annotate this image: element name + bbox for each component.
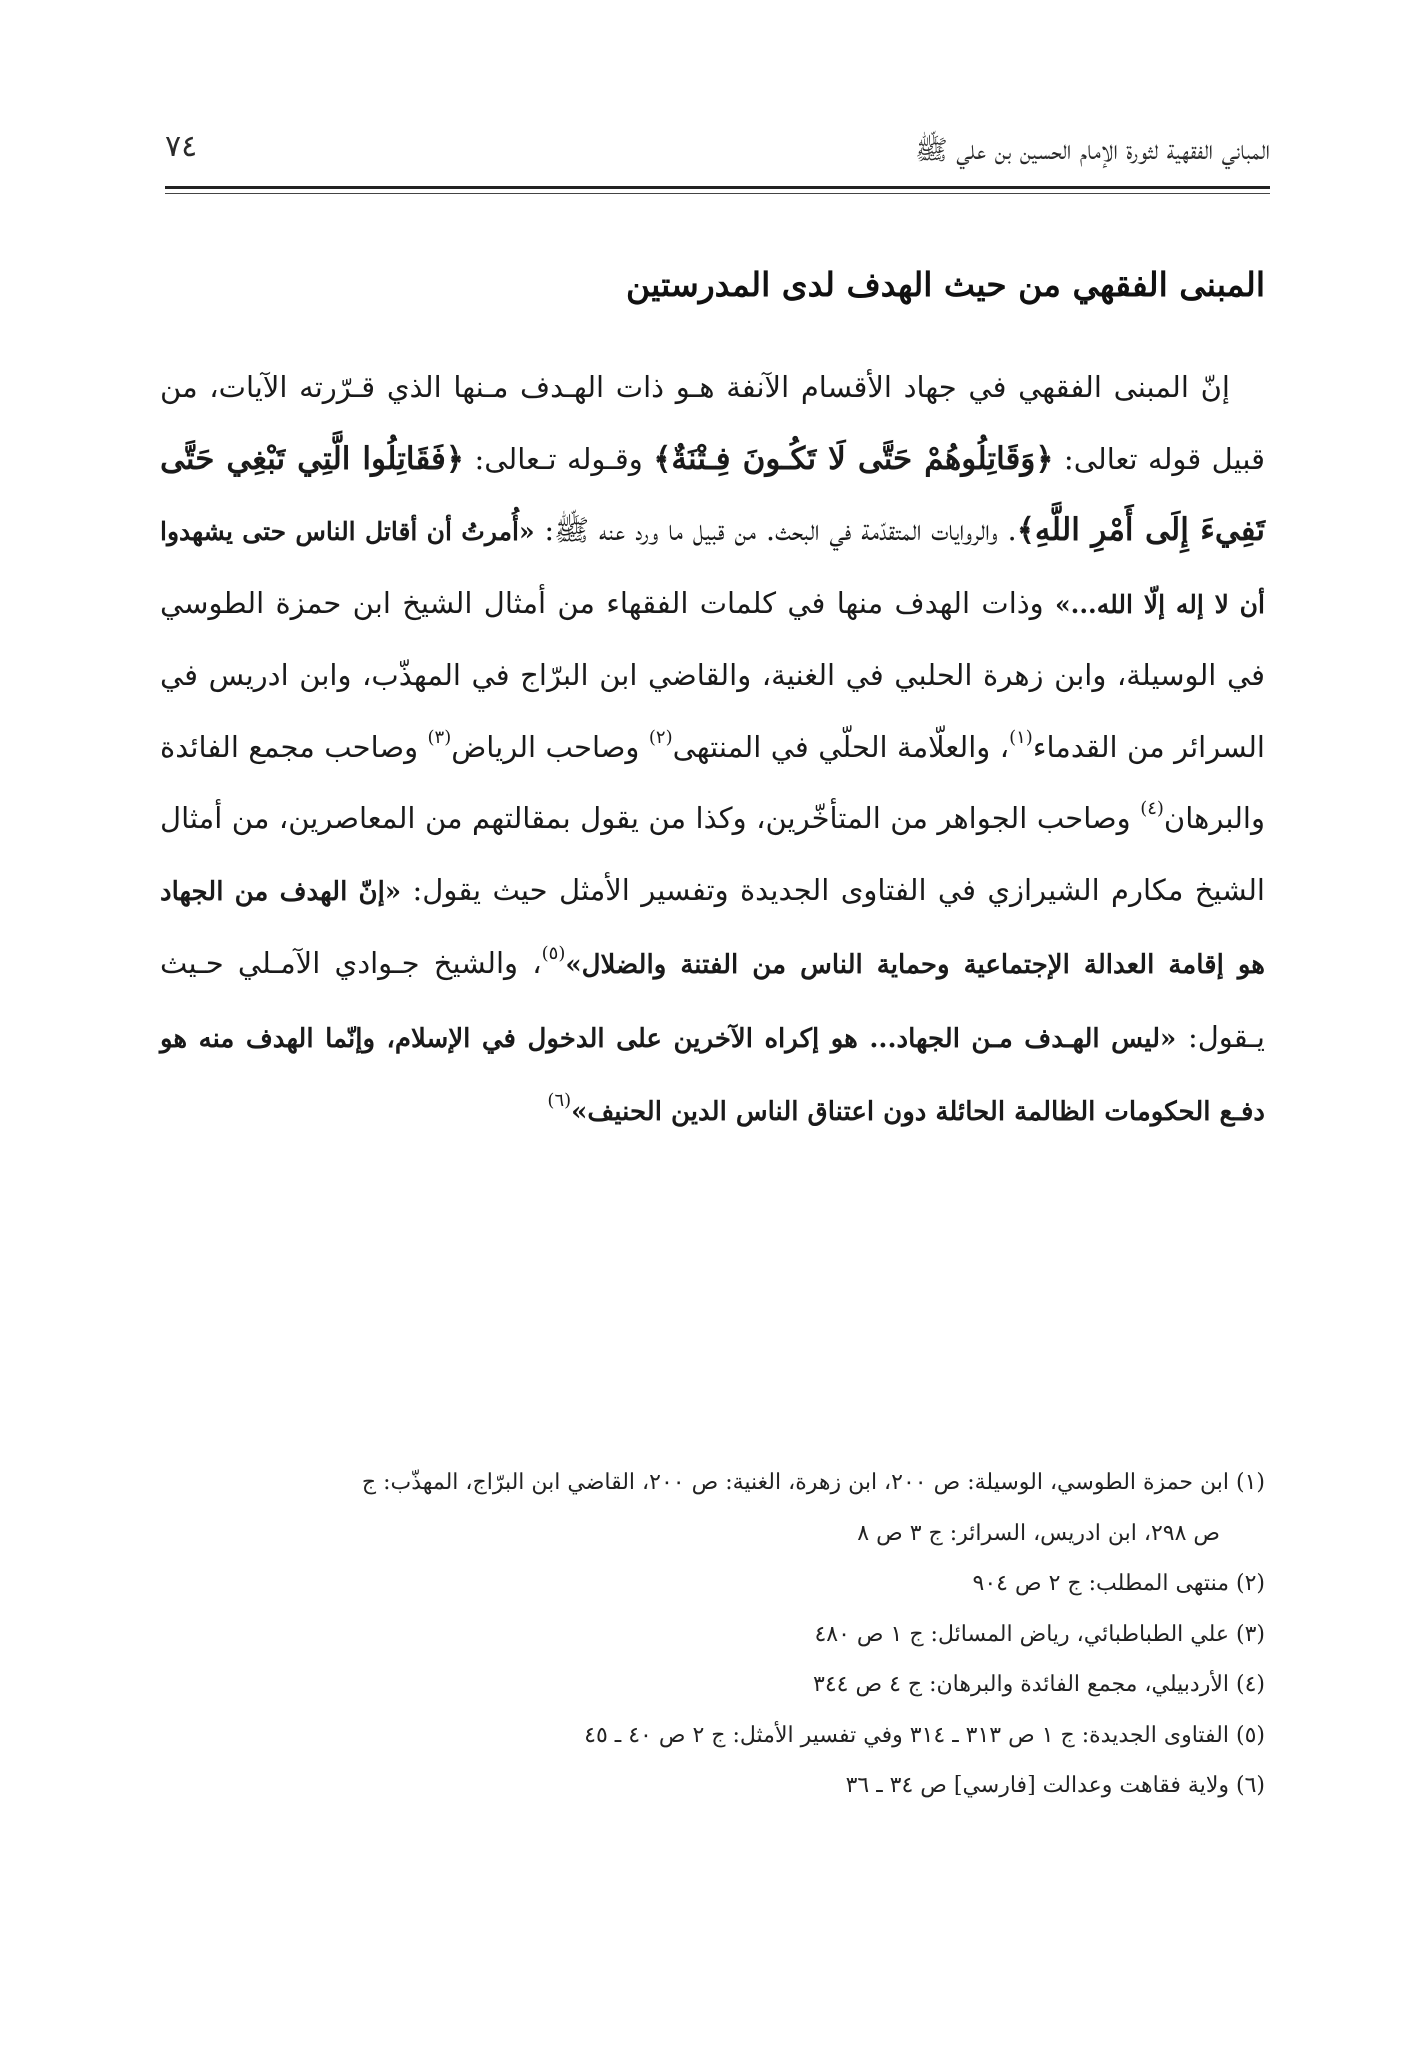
text-span: وصاحب الجواهر من المتأخّرين، وكذا من يقول بمقالتهم من المعاصرين، من أمثال الشيخ مكارم الشيرازي في الفتاوى الجديدة وتفسير الأمثل حيث يقول:: [160, 801, 1265, 907]
text-span: . والروايات المتقدّمة في البحث. من قبيل ما ورد عنه ﷺ:: [534, 513, 1017, 547]
footnote-text: (٦) ولاية فقاهت وعدالت [فارسي] ص ٣٤ ـ ٣٦: [845, 1773, 1265, 1798]
footnote-text-continued: ص ٢٩٨، ابن ادريس، السرائر: ج ٣ ص ٨: [857, 1520, 1220, 1546]
bold-quote: «إنّ الهدف من الجهاد هو إقامة العدالة الإجتماعية وحماية الناس من الفتنة والضلال»: [160, 876, 1265, 980]
text-span: ، والعلّامة الحلّي في المنتهى: [672, 729, 1010, 764]
footnote-item: [155, 1761, 1265, 1812]
section-heading: المبنى الفقهي من حيث الهدف لدى المدرستين: [626, 265, 1265, 304]
footnote-item: [155, 1610, 1265, 1661]
footnote-ref[interactable]: (٣): [427, 726, 452, 748]
footnote-item: [155, 1711, 1265, 1762]
footnote-text: (٣) علي الطباطبائي، رياض المسائل: ج ١ ص ٤٨٠: [814, 1621, 1265, 1647]
text-span: وذات الهدف منها في كلمات الفقهاء من أمثال الشيخ ابن حمزة الطوسي في الوسيلة، وابن زهرة الحلبي في الغنية، والقاضي ابن البرّاج في المهذّب، وابن ادريس في السرائر من القدماء: [160, 585, 1265, 764]
running-header: [165, 125, 1270, 175]
footnote-ref[interactable]: (٦): [547, 1090, 572, 1111]
footnote-ref[interactable]: (٤): [1140, 798, 1164, 819]
footnote-ref[interactable]: (٢): [648, 726, 673, 748]
footnote-item: [155, 1458, 1265, 1559]
footnote-text: (٤) الأردبيلي، مجمع الفائدة والبرهان: ج ٤ ص ٣٤٤: [813, 1672, 1265, 1697]
footnote-text: (٢) منتهى المطلب: ج ٢ ص ٩٠٤: [972, 1571, 1265, 1596]
hadith-quote: «أُمرتُ أن أقاتل الناس حتى يشهدوا أن لا إله إلّا الله...»: [160, 517, 1265, 619]
text-span: وصاحب الرياض: [451, 729, 649, 764]
body-text: [160, 352, 1265, 1149]
bold-quote: «ليس الهـدف مـن الجهاد... هو إكراه الآخرين على الدخول في الإسلام، وإنّما الهدف منه هو دفـع الحكومات الظالمة الحائلة دون اعتناق الناس الدين الحنيف»: [160, 1023, 1265, 1127]
running-header-title: المباني الفقهية لثورة الإمام الحسين بن علي ﷺ: [915, 135, 1270, 166]
footnotes-list: [155, 1458, 1265, 1812]
footnote-text: (٥) الفتاوى الجديدة: ج ١ ص ٣١٣ ـ ٣١٤ وفي تفسير الأمثل: ج ٢ ص ٤٠ ـ ٤٥: [584, 1722, 1265, 1748]
page-number: ٧٤: [165, 129, 198, 164]
text-span: وصاحب مجمع الفائدة والبرهان: [160, 729, 1265, 835]
footnote-item: [155, 1660, 1265, 1711]
footnote-ref[interactable]: (١): [1009, 726, 1033, 748]
quran-verse: ﴿فَقَاتِلُوا الَّتِي تَبْغِي حَتَّى تَفِيءَ إِلَى أَمْرِ اللَّهِ﴾: [160, 440, 1265, 548]
header-rule: [165, 186, 1270, 189]
text-span: وقـوله تـعالى:: [464, 441, 654, 476]
text-span: إنّ المبنى الفقهي في جهاد الأقسام الآنفة هـو ذات الهـدف مـنها الذي قـرّرته الآيات، من قبيل قوله تعالى:: [160, 370, 1265, 476]
footnote-text: (١) ابن حمزة الطوسي، الوسيلة: ص ٢٠٠، ابن زهرة، الغنية: ص ٢٠٠، القاضي ابن البرّاج، المهذّب: ج: [361, 1470, 1265, 1495]
header-rule-secondary: [165, 193, 1270, 194]
footnote-item: [155, 1559, 1265, 1610]
text-span: ، والشيخ جـوادي الآمـلي حـيث يـقول:: [160, 946, 1266, 1054]
footnote-ref[interactable]: (٥): [541, 943, 566, 964]
quran-verse: ﴿وَقَاتِلُوهُمْ حَتَّى لَا تَكُـونَ فِـتْنَةٌ﴾: [653, 440, 1054, 477]
paragraph: [160, 352, 1265, 1149]
